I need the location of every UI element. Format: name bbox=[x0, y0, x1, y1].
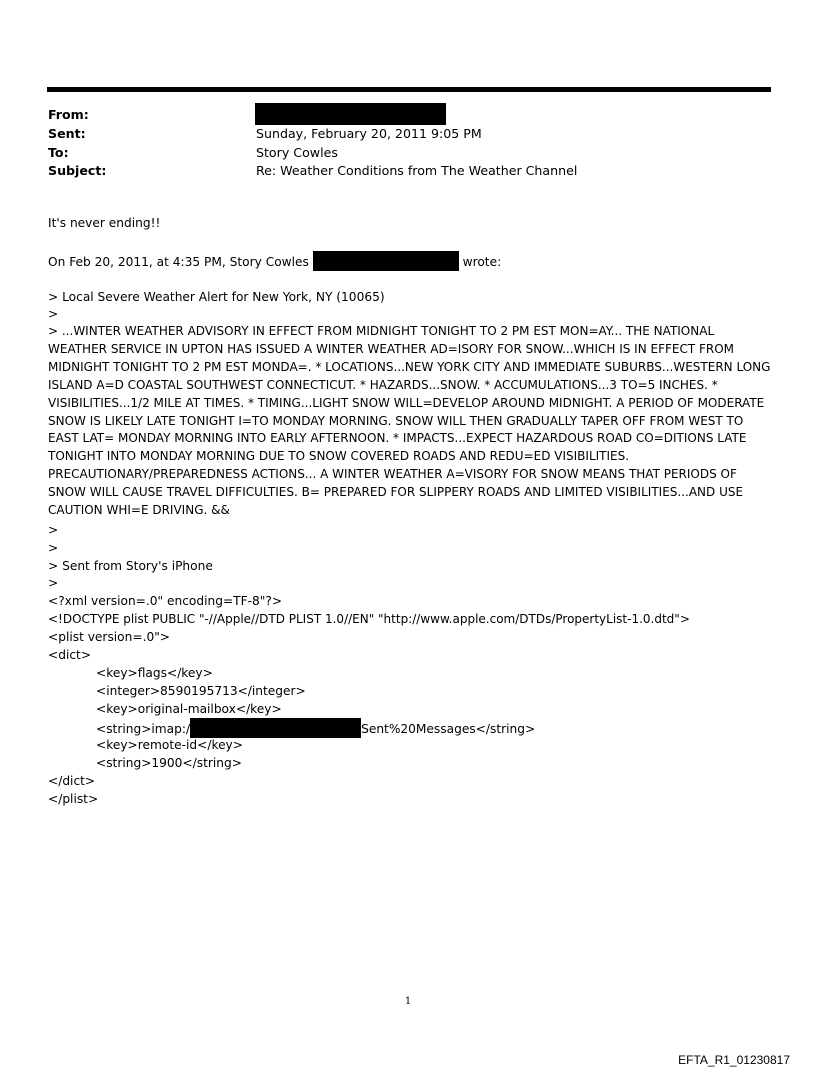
advisory-text: > ...WINTER WEATHER ADVISORY IN EFFECT FROM MIDNIGHT TONIGHT TO 2 PM EST MON=AY... THE NATIONAL WEATHER SERVICE IN UPTON HAS ISSUED A WINTER WEATHER AD=ISORY FOR SNOW...WHICH IS IN EFFECT FROM MIDNIGHT TONIGHT TO 2 PM EST MONDA=. * LOCATIONS...NEW YORK CITY AND IMMEDIATE SUBURBS...WESTERN LONG ISLAND A=D COASTAL SOUTHWEST CONNECTICUT. * HAZARDS...SNOW. * ACCUMULATIONS...3 TO=5 INCHES. * VISIBILITIES...1/2 MILE AT TIMES. * TIMING...LIGHT SNOW WILL=DEVELOP AROUND MIDNIGHT. A PERIOD OF MODERATE SNOW IS LIKELY LATE TONIGHT I=TO MONDAY MORNING. SNOW WILL THEN GRADUALLY TAPER OFF FROM WEST TO EAST LAT= MONDAY MORNING INTO EARLY AFTERNOON. * IMPACTS...EXPECT HAZARDOUS ROAD CO=DITIONS LATE TONIGHT INTO MONDAY MORNING DUE TO SNOW COVERED ROADS AND REDU=ED VISIBILITIES. PRECAUTIONARY/PREPAREDNESS ACTIONS... A WINTER WEATHER A=VISORY FOR SNOW MEANS THAT PERIODS OF SNOW WILL CAUSE TRAVEL DIFFICULTIES. B= PREPARED FOR SLIPPERY ROADS AND LIMITED VISIBILITIES...AND USE CAUTION WHI=E DRIVING. && bbox=[48, 324, 771, 518]
dict-open: <dict> bbox=[48, 648, 92, 662]
quote-intro bbox=[48, 251, 778, 271]
string-imap-before: <string>imap:/ bbox=[96, 722, 191, 736]
from-label: From: bbox=[48, 107, 89, 122]
page-number: 1 bbox=[404, 996, 412, 1007]
quote-intro-before: On Feb 20, 2011, at 4:35 PM, Story Cowles bbox=[48, 255, 313, 269]
plist-open: <plist version=.0"> bbox=[48, 630, 171, 644]
xml-declaration: <?xml version=.0" encoding=TF-8"?> bbox=[48, 594, 283, 608]
email-redaction bbox=[313, 251, 459, 271]
subject-label: Subject: bbox=[48, 163, 107, 178]
quote-marker: > bbox=[48, 307, 59, 321]
key-remote: <key>remote-id</key> bbox=[96, 738, 243, 752]
alert-title: > Local Severe Weather Alert for New York, NY (10065) bbox=[48, 290, 385, 304]
to-value: Story Cowles bbox=[256, 145, 338, 160]
quote-marker: > bbox=[48, 523, 59, 537]
to-label: To: bbox=[48, 145, 69, 160]
quote-marker: > bbox=[48, 576, 59, 590]
string-imap bbox=[48, 718, 816, 738]
reply-text: It's never ending!! bbox=[48, 216, 161, 230]
bates-number: EFTA_R1_01230817 bbox=[678, 1053, 790, 1067]
string-remote: <string>1900</string> bbox=[96, 756, 242, 770]
subject-value: Re: Weather Conditions from The Weather Channel bbox=[256, 163, 578, 178]
key-mailbox: <key>original-mailbox</key> bbox=[96, 702, 282, 716]
plist-close: </plist> bbox=[48, 792, 99, 806]
quote-marker: > bbox=[48, 541, 59, 555]
sent-label: Sent: bbox=[48, 126, 86, 141]
from-redaction bbox=[255, 103, 446, 125]
string-imap-after: Sent%20Messages</string> bbox=[361, 722, 536, 736]
header-rule bbox=[47, 87, 771, 92]
integer-flags: <integer>8590195713</integer> bbox=[96, 684, 306, 698]
sent-from-line: > Sent from Story's iPhone bbox=[48, 559, 213, 573]
key-flags: <key>flags</key> bbox=[96, 666, 213, 680]
dict-close: </dict> bbox=[48, 774, 96, 788]
quote-intro-after: wrote: bbox=[458, 255, 502, 269]
sent-value: Sunday, February 20, 2011 9:05 PM bbox=[256, 126, 482, 141]
doctype-line: <!DOCTYPE plist PUBLIC "-//Apple//DTD PLIST 1.0//EN" "http://www.apple.com/DTDs/PropertyList-1.0.dtd"> bbox=[48, 612, 690, 626]
imap-redaction bbox=[190, 718, 361, 738]
